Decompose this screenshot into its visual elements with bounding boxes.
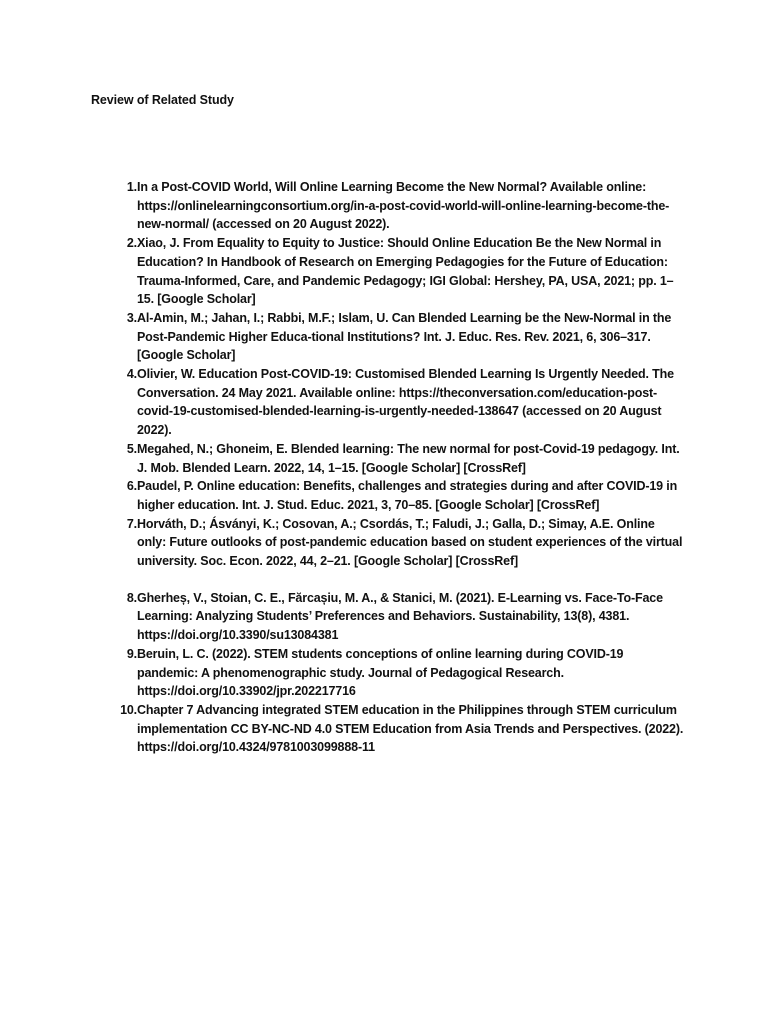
reference-text: Horváth, D.; Ásványi, K.; Cosovan, A.; Csordás, T.; Faludi, J.; Galla, D.; Simay, A.E. Online only: Future outlooks of post-pandemic education based on student experiences of the virtual university. Soc. Econ. 2022, 44, 2–21. [Google Scholar] [CrossRef] [137, 516, 683, 569]
reference-text: Paudel, P. Online education: Benefits, challenges and strategies during and after COVID-19 in higher education. Int. J. Stud. Educ. 2021, 3, 70–85. [Google Scholar] [CrossRef] [137, 479, 678, 512]
reference-item [110, 477, 685, 514]
reference-item [110, 440, 685, 477]
reference-number: 2. [126, 236, 137, 251]
reference-number: 4. [126, 367, 137, 382]
reference-list [110, 178, 685, 757]
reference-text: Megahed, N.; Ghoneim, E. Blended learning: The new normal for post-Covid-19 pedagogy. Int. J. Mob. Blended Learn. 2022, 14, 1–15. [Google Scholar] [CrossRef] [137, 441, 680, 475]
reference-number: 7. [126, 516, 137, 531]
reference-item [110, 645, 685, 701]
reference-number: 6. [126, 479, 137, 494]
reference-text: Chapter 7 Advancing integrated STEM education in the Philippines through STEM curriculum implementation CC BY-NC-ND 4.0 STEM Education from Asia Trends and Perspectives. (2022). https://doi.org/10.4324/9781003099888-11 [137, 702, 684, 755]
reference-item [110, 178, 685, 234]
reference-text: Olivier, W. Education Post-COVID-19: Customised Blended Learning Is Urgently Needed. The Conversation. 24 May 2021. Available online: https://theconversation.com/education-post-covid-19-customised-blended-learning-is-urgently-needed-138647 (accessed on 20 August 2022). [137, 367, 674, 438]
reference-item [110, 234, 685, 309]
reference-text: Xiao, J. From Equality to Equity to Justice: Should Online Education Be the New Normal in Education? In Handbook of Research on Emerging Pedagogies for the Future of Education: Trauma-Informed, Care, and Pandemic Pedagogy; IGI Global: Hershey, PA, USA, 2021; pp. 1–15. [Google Scholar] [137, 236, 674, 307]
reference-number: 8. [126, 590, 137, 605]
reference-item [110, 365, 685, 440]
page-heading: Review of Related Study [91, 93, 234, 107]
reference-number: 5. [126, 441, 137, 456]
reference-number: 1. [126, 180, 137, 194]
reference-text: Beruin, L. C. (2022). STEM students conceptions of online learning during COVID-19 pandemic: A phenomenographic study. Journal of Pedagogical Research. https://doi.org/10.33902/jpr.202217716 [137, 646, 624, 699]
reference-item [110, 515, 685, 571]
reference-item [110, 309, 685, 365]
reference-text: Al-Amin, M.; Jahan, I.; Rabbi, M.F.; Islam, U. Can Blended Learning be the New-Normal in the Post-Pandemic Higher Educa-tional Institutions? Int. J. Educ. Res. Rev. 2021, 6, 306–317. [Google Scholar] [137, 310, 672, 363]
reference-number: 10. [120, 702, 137, 717]
reference-number: 3. [126, 310, 137, 325]
reference-text: In a Post-COVID World, Will Online Learning Become the New Normal? Available online: https://onlinelearningconsortium.org/in-a-post-covid-world-will-online-learning-become-the-new-normal/ (accessed on 20 August 2022). [137, 180, 670, 232]
reference-text: Gherheș, V., Stoian, C. E., Fărcașiu, M. A., & Stanici, M. (2021). E-Learning vs. Face-To-Face Learning: Analyzing Students’ Preferences and Behaviors. Sustainability, 13(8), 4381. https://doi.org/10.3390/su13084381 [137, 590, 663, 643]
reference-number: 9. [126, 646, 137, 661]
reference-item [110, 589, 685, 645]
reference-item [110, 701, 685, 757]
